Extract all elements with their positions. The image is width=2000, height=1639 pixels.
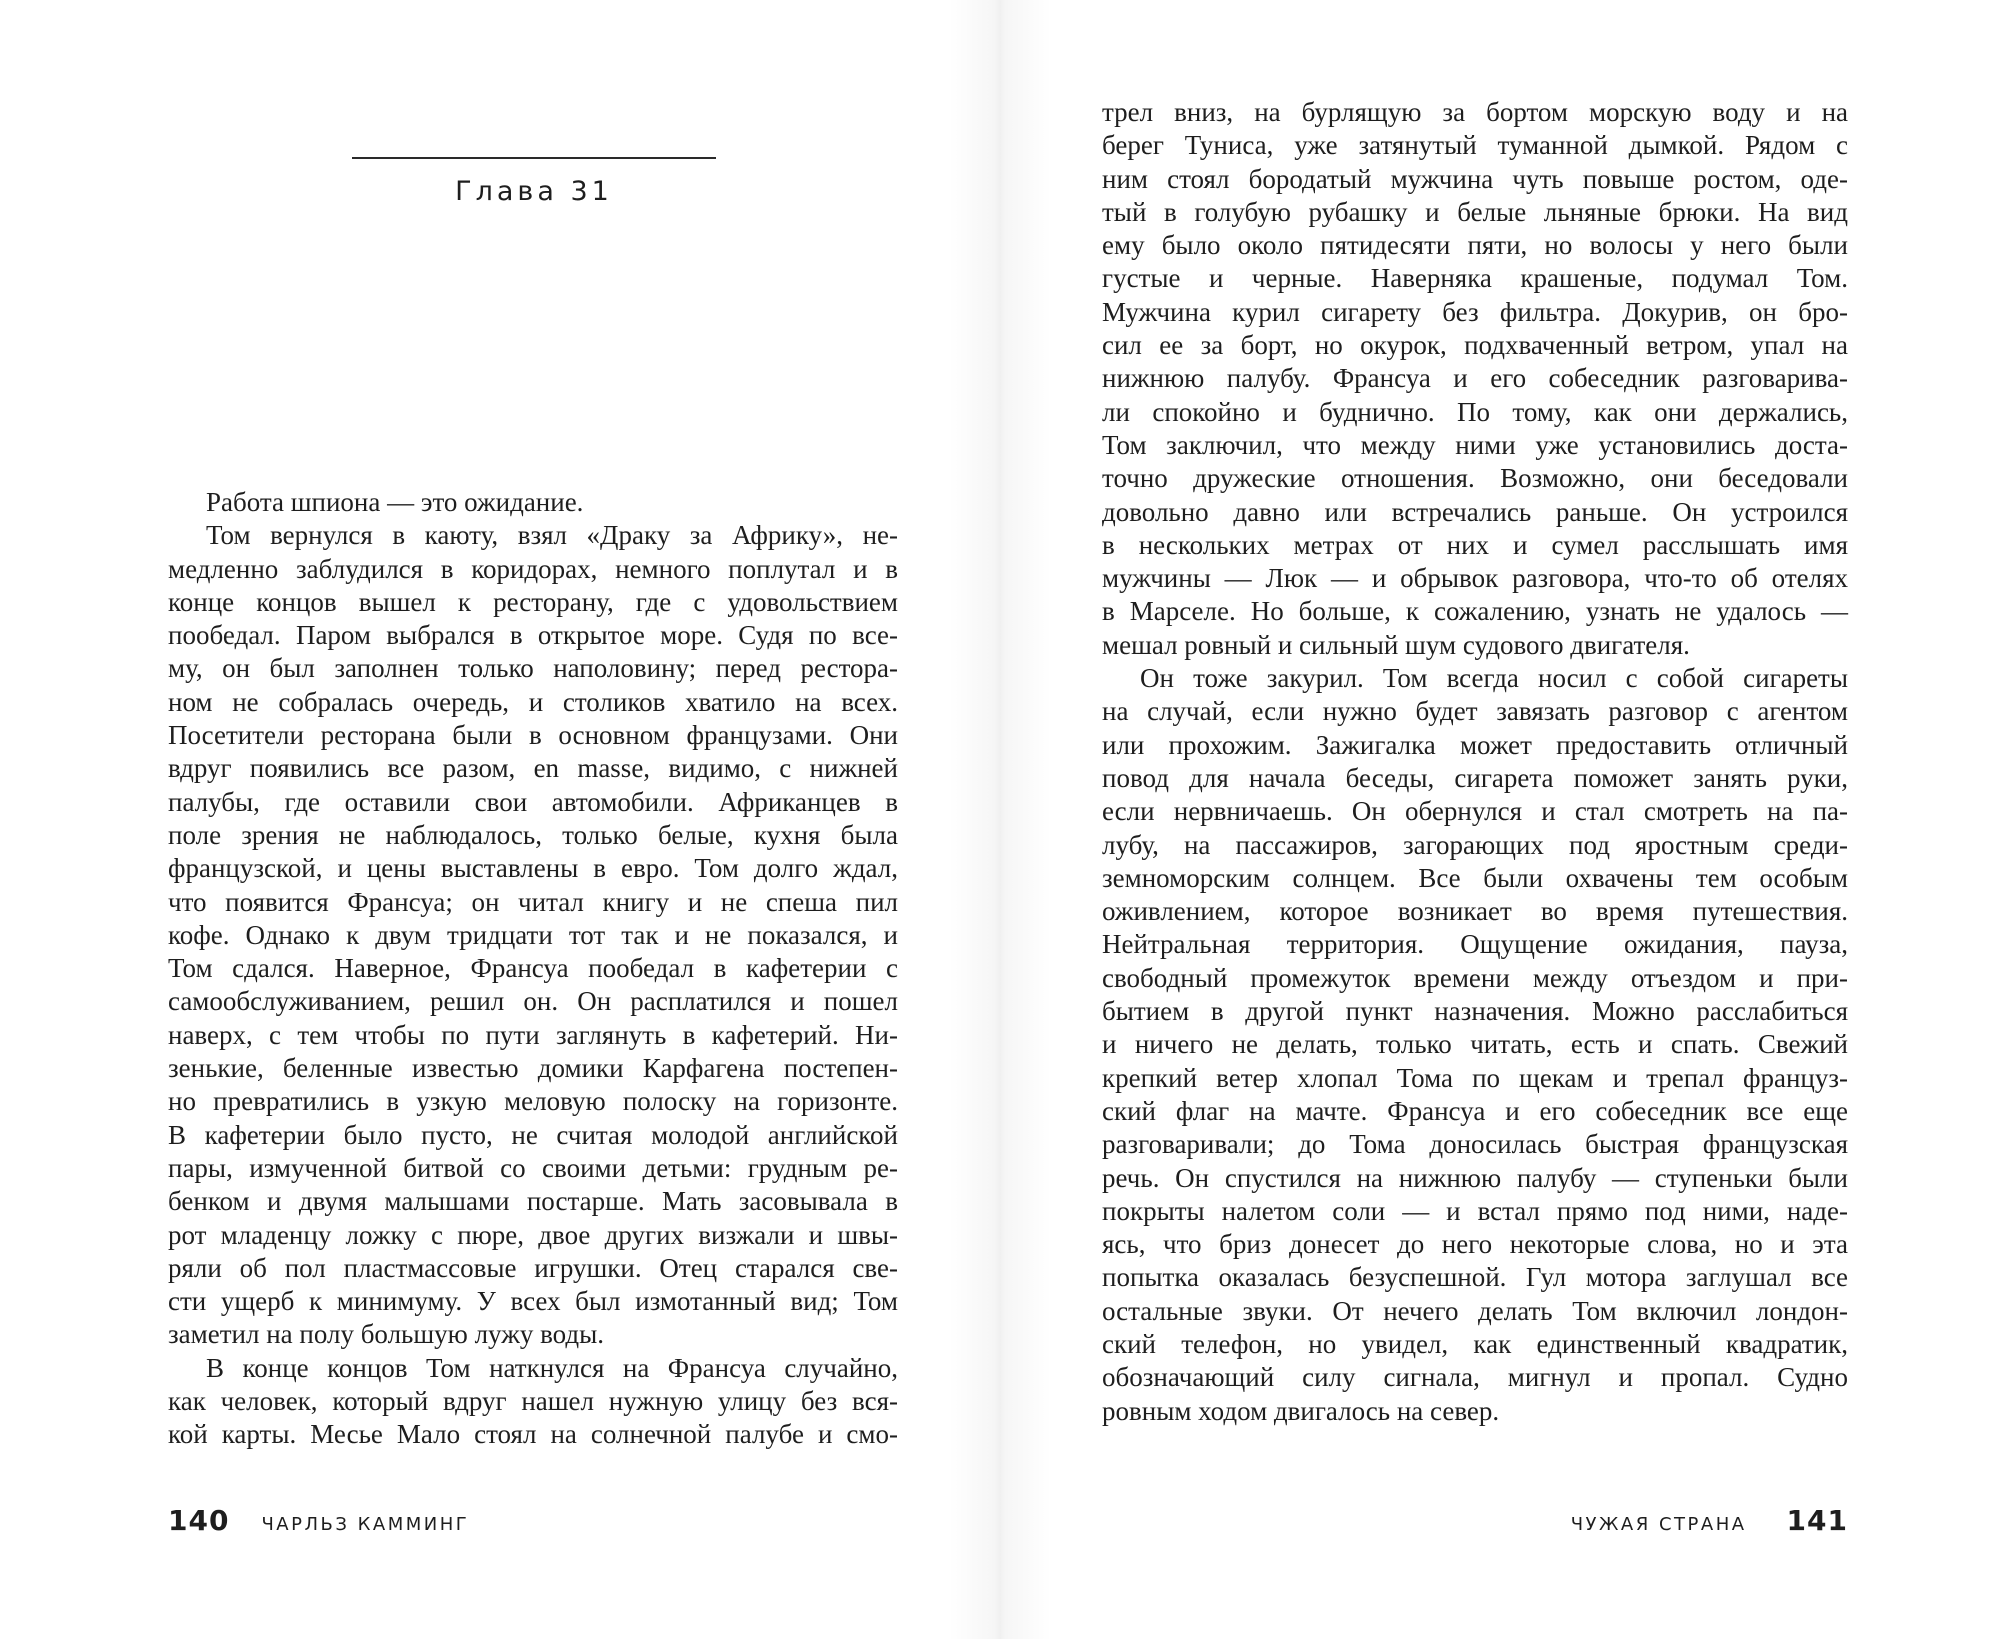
left-footer <box>168 1504 469 1537</box>
text-line: тый в голубую рубашку и белые льняные брюки. На вид <box>1102 196 1848 227</box>
text-line: лубу, на пассажиров, загорающих под яростным среди- <box>1102 829 1848 860</box>
text-line: Том вернулся в каюту, взял «Драку за Африку», не- <box>206 520 898 551</box>
text-line: зенькие, беленные известью домики Карфагена постепен- <box>168 1053 898 1084</box>
text-line: как человек, который вдруг нашел нужную улицу без вся- <box>168 1386 898 1417</box>
text-line: медленно заблудился в коридорах, немного поплутал и в <box>168 553 898 584</box>
text-line: сти ущерб к минимуму. У всех был измотанный вид; Том <box>168 1286 898 1317</box>
running-head-title: ЧУЖАЯ СТРАНА <box>1570 1514 1747 1535</box>
text-line: Мужчина курил сигарету без фильтра. Докурив, он бро- <box>1102 296 1848 327</box>
text-line: кофе. Однако к двум тридцати тот так и не показался, и <box>168 919 898 950</box>
text-line: пары, измученной битвой со своими детьми: грудным ре- <box>168 1152 898 1183</box>
text-line: конце концов вышел к ресторану, где с удовольствием <box>168 586 898 617</box>
text-line: в Марселе. Но больше, к сожалению, узнать не удалось — <box>1102 596 1848 627</box>
text-line: наверх, с тем чтобы по пути заглянуть в кафетерий. Ни- <box>168 1019 898 1050</box>
text-line: земноморским солнцем. Все были охвачены тем особым <box>1102 862 1848 893</box>
text-line: если нервничаешь. Он обернулся и стал смотреть на па- <box>1102 796 1848 827</box>
text-line: покрыты налетом соли — и встал прямо под ними, наде- <box>1102 1195 1848 1226</box>
text-line: ним стоял бородатый мужчина чуть повыше ростом, оде- <box>1102 163 1848 194</box>
text-line: французской, и цены выставлены в евро. Том долго ждал, <box>168 853 898 884</box>
text-line: ряли об пол пластмассовые игрушки. Отец старался све- <box>168 1252 898 1283</box>
chapter-title: Глава 31 <box>455 176 613 207</box>
text-line: попытка оказалась безуспешной. Гул мотора заглушал все <box>1102 1262 1848 1293</box>
text-line: или прохожим. Зажигалка может предоставить отличный <box>1102 729 1848 760</box>
text-line: остальные звуки. От нечего делать Том включил лондон- <box>1102 1295 1848 1326</box>
text-line: ли спокойно и буднично. По тому, как они держались, <box>1102 396 1848 427</box>
text-line: бытием в другой пункт назначения. Можно расслабиться <box>1102 996 1848 1027</box>
text-line: Работа шпиона — это ожидание. <box>206 487 584 517</box>
text-line: на случай, если нужно будет завязать разговор с агентом <box>1102 696 1848 727</box>
text-line: трел вниз, на бурлящую за бортом морскую воду и на <box>1102 97 1848 127</box>
text-line: сил ее за борт, но окурок, подхваченный ветром, упал на <box>1102 330 1848 361</box>
text-line: разговаривали; до Тома доносилась быстрая французская <box>1102 1129 1848 1160</box>
text-line: ясь, что бриз донесет до него некоторые слова, но и эта <box>1102 1229 1848 1260</box>
text-line: мешал ровный и сильный шум судового двигателя. <box>1102 629 1690 660</box>
text-line: ровным ходом двигалось на север. <box>1102 1395 1500 1426</box>
text-line: поле зрения не наблюдалось, только белые, кухня была <box>168 819 898 850</box>
text-line: повод для начала беседы, сигарета поможет занять руки, <box>1102 762 1848 793</box>
text-line: пообедал. Паром выбрался в открытое море. Судя по все- <box>168 620 898 651</box>
text-line: обозначающий силу сигнала, мигнул и пропал. Судно <box>1102 1362 1848 1393</box>
text-line: заметил на полу большую лужу воды. <box>168 1319 605 1350</box>
text-line: В кафетерии было пусто, не считая молодой английской <box>168 1119 898 1150</box>
text-line: му, он был заполнен только наполовину; перед рестора- <box>168 653 898 684</box>
text-line: ский флаг на мачте. Франсуа и его собеседник все еще <box>1102 1095 1848 1126</box>
text-line: крепкий ветер хлопал Тома по щекам и трепал француз- <box>1102 1062 1848 1093</box>
text-line: вдруг появились все разом, en masse, видимо, с нижней <box>168 753 898 784</box>
left-page-text <box>168 486 898 1452</box>
text-line: Он тоже закурил. Том всегда носил с собой сигареты <box>1140 663 1848 694</box>
text-line: довольно давно или встречались раньше. Он устроился <box>1102 496 1848 527</box>
page-number: 140 <box>168 1504 230 1537</box>
text-line: Том сдался. Наверное, Франсуа пообедал в кафетерии с <box>168 953 898 984</box>
text-line: самообслуживанием, решил он. Он расплатился и пошел <box>168 986 898 1017</box>
running-head-author: ЧАРЛЬЗ КАММИНГ <box>261 1514 470 1535</box>
text-line: свободный промежуток времени между отъездом и при- <box>1102 962 1848 993</box>
text-line: берег Туниса, уже затянутый туманной дымкой. Рядом с <box>1102 130 1848 161</box>
page-number: 141 <box>1786 1504 1848 1537</box>
text-line: палубы, где оставили свои автомобили. Африканцев в <box>168 786 898 817</box>
right-page <box>1000 0 2000 1639</box>
text-line: в нескольких метрах от них и сумел расслышать имя <box>1102 529 1848 560</box>
text-line: рот младенцу ложку с пюре, двое других визжали и швы- <box>168 1219 898 1250</box>
text-line: точно дружеские отношения. Возможно, они беседовали <box>1102 463 1848 494</box>
text-line: оживлением, которое возникает во время путешествия. <box>1102 896 1848 927</box>
text-line: ему было около пятидесяти пяти, но волосы у него были <box>1102 230 1848 261</box>
text-line: кой карты. Месье Мало стоял на солнечной палубе и смо- <box>168 1419 898 1450</box>
chapter-rule <box>352 157 716 159</box>
text-line: что появится Франсуа; он читал книгу и не спеша пил <box>168 886 898 917</box>
text-line: густые и черные. Наверняка крашеные, подумал Том. <box>1102 263 1848 294</box>
text-line: мужчины — Люк — и обрывок разговора, что-то об отелях <box>1102 563 1848 594</box>
text-line: ский телефон, но увидел, как единственный квадратик, <box>1102 1328 1848 1359</box>
text-line: Том заключил, что между ними уже установились доста- <box>1102 429 1848 460</box>
right-footer <box>1571 1504 1848 1537</box>
text-line: Нейтральная территория. Ощущение ожидания, пауза, <box>1102 929 1848 960</box>
text-line: Посетители ресторана были в основном французами. Они <box>168 720 898 751</box>
text-line: ном не собралась очередь, и столиков хватило на всех. <box>168 686 898 717</box>
text-line: речь. Он спустился на нижнюю палубу — ступеньки были <box>1102 1162 1848 1193</box>
text-line: бенком и двумя малышами постарше. Мать засовывала в <box>168 1186 898 1217</box>
right-page-text <box>1102 96 1848 1428</box>
text-line: В конце концов Том наткнулся на Франсуа случайно, <box>206 1352 898 1383</box>
text-line: но превратились в узкую меловую полоску на горизонте. <box>168 1086 898 1117</box>
text-line: и ничего не делать, только читать, есть и спать. Свежий <box>1102 1029 1848 1060</box>
text-line: нижнюю палубу. Франсуа и его собеседник разговарива- <box>1102 363 1848 394</box>
